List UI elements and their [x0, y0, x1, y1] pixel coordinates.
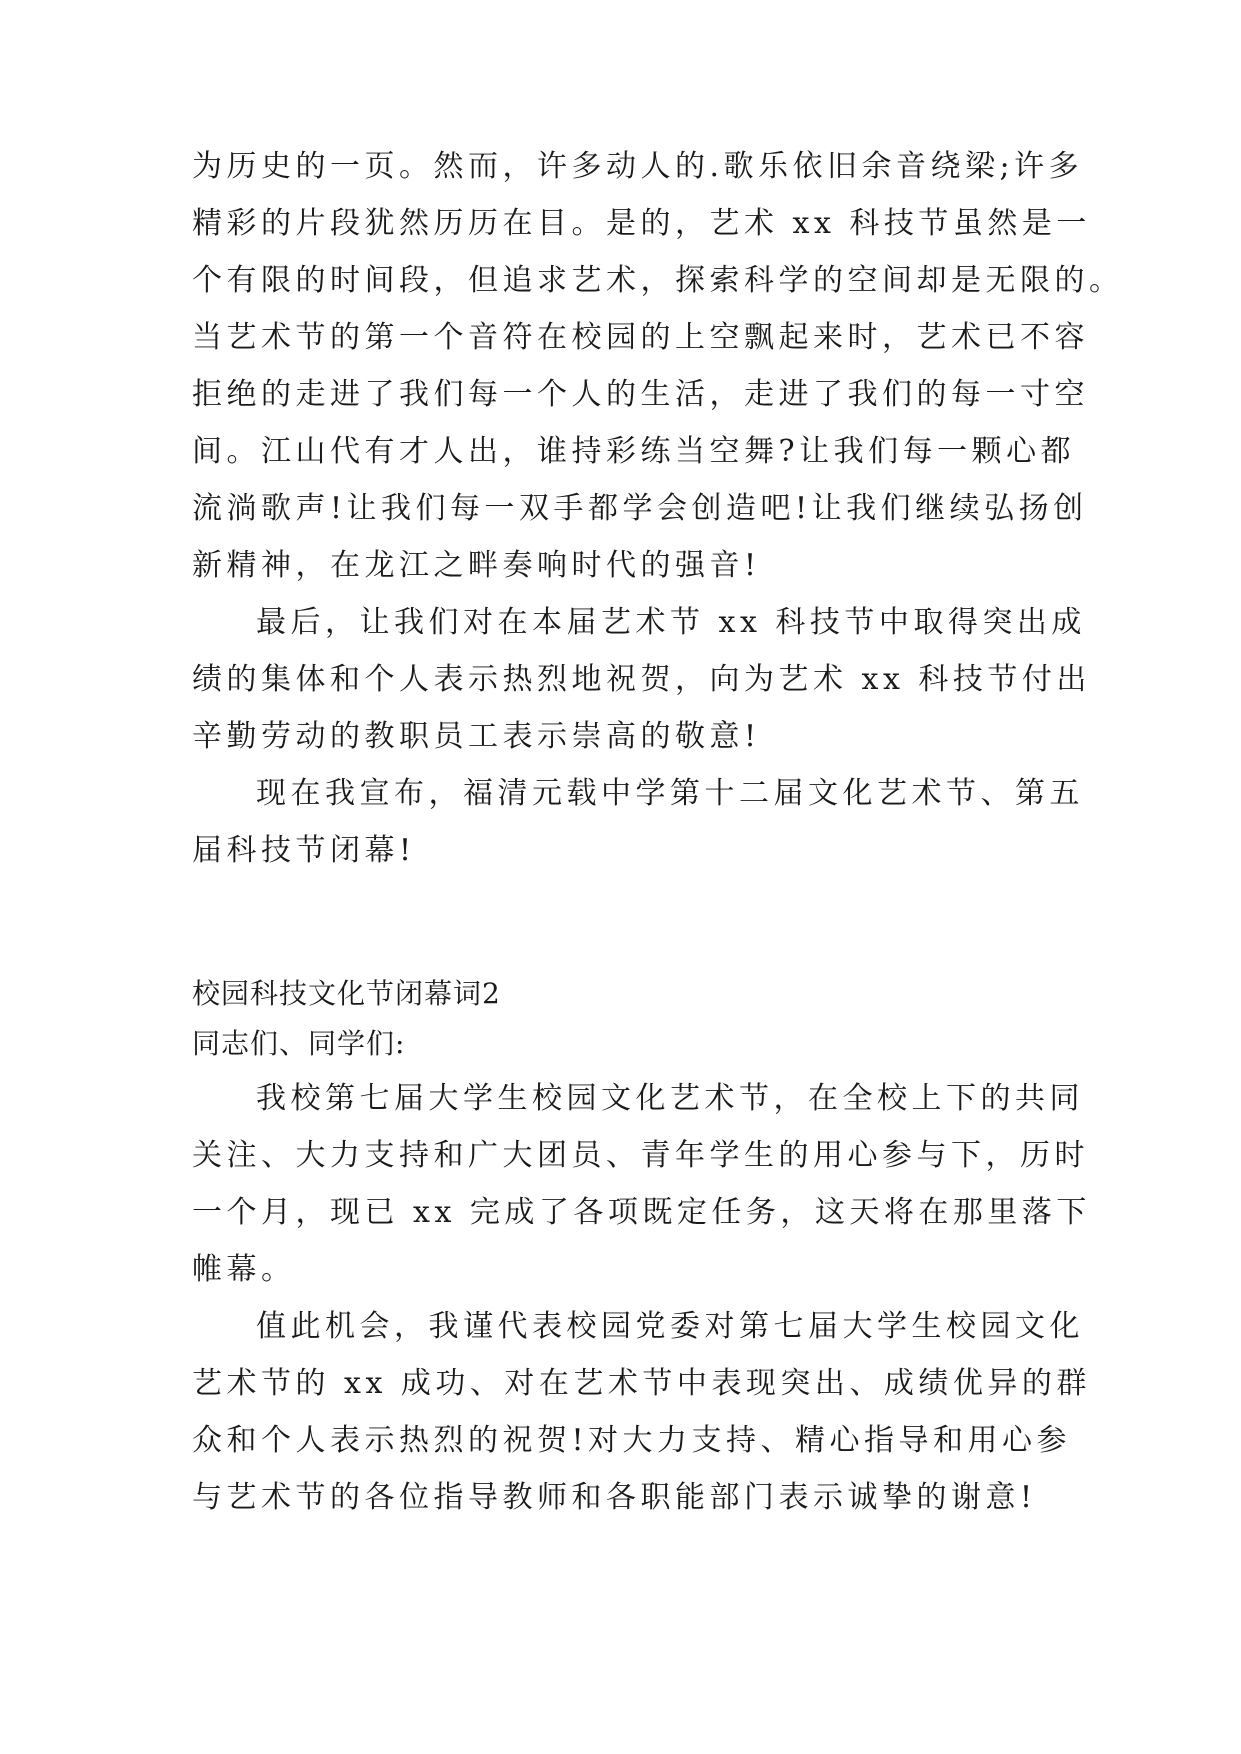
paragraph-intro [192, 1070, 1091, 1298]
text-line: 为历史的一页。然而，许多动人的.歌乐依旧余音绕梁;许多 [192, 149, 1084, 184]
text-line: 绩的集体和个人表示热烈地祝贺，向为艺术 xx 科技节付出 [192, 662, 1091, 697]
section-title: 校园科技文化节闭幕词2 [192, 977, 501, 1010]
text-line: 与艺术节的各位指导教师和各职能部门表示诚挚的谢意! [192, 1480, 1037, 1515]
text-line: 关注、大力支持和广大团员、青年学生的用心参与下，历时 [192, 1138, 1089, 1173]
text-line: 当艺术节的第一个音符在校园的上空飘起来时，艺术已不容 [192, 320, 1089, 355]
paragraph-congrats [192, 594, 1091, 765]
text-line: 拒绝的走进了我们每一个人的生活，走进了我们的每一寸空 [192, 377, 1089, 412]
text-line: 新精神，在龙江之畔奏响时代的强音! [192, 548, 761, 583]
text-line: 精彩的片段犹然历历在目。是的，艺术 xx 科技节虽然是一 [192, 206, 1091, 241]
paragraph-closing [192, 765, 1084, 879]
text-line: 众和个人表示热烈的祝贺!对大力支持、精心指导和用心参 [192, 1423, 1072, 1458]
text-line: 流淌歌声!让我们每一双手都学会创造吧!让我们继续弘扬创 [192, 491, 1088, 526]
text-line: 一个月，现已 xx 完成了各项既定任务，这天将在那里落下 [192, 1195, 1091, 1230]
salutation: 同志们、同学们: [192, 1027, 406, 1060]
text-line: 届科技节闭幕! [192, 833, 416, 868]
text-line: 艺术节的 xx 成功、对在艺术节中表现突出、成绩优异的群 [192, 1366, 1091, 1401]
text-line: 个有限的时间段，但追求艺术，探索科学的空间却是无限的。 [192, 263, 1124, 298]
text-line: 帷幕。 [192, 1252, 296, 1287]
text-line: 最后，让我们对在本届艺术节 xx 科技节中取得突出成 [256, 605, 1086, 640]
text-line: 现在我宣布，福清元载中学第十二届文化艺术节、第五 [256, 776, 1084, 811]
text-line: 我校第七届大学生校园文化艺术节，在全校上下的共同 [256, 1081, 1084, 1116]
paragraph-thanks [192, 1298, 1091, 1526]
section-heading [192, 969, 1052, 1069]
text-line: 辛勤劳动的教职员工表示崇高的敬意! [192, 719, 761, 754]
text-line: 间。江山代有才人出，谁持彩练当空舞?让我们每一颗心都 [192, 434, 1076, 469]
paragraph-continued [192, 138, 1124, 594]
text-line: 值此机会，我谨代表校园党委对第七届大学生校园文化 [256, 1309, 1084, 1344]
